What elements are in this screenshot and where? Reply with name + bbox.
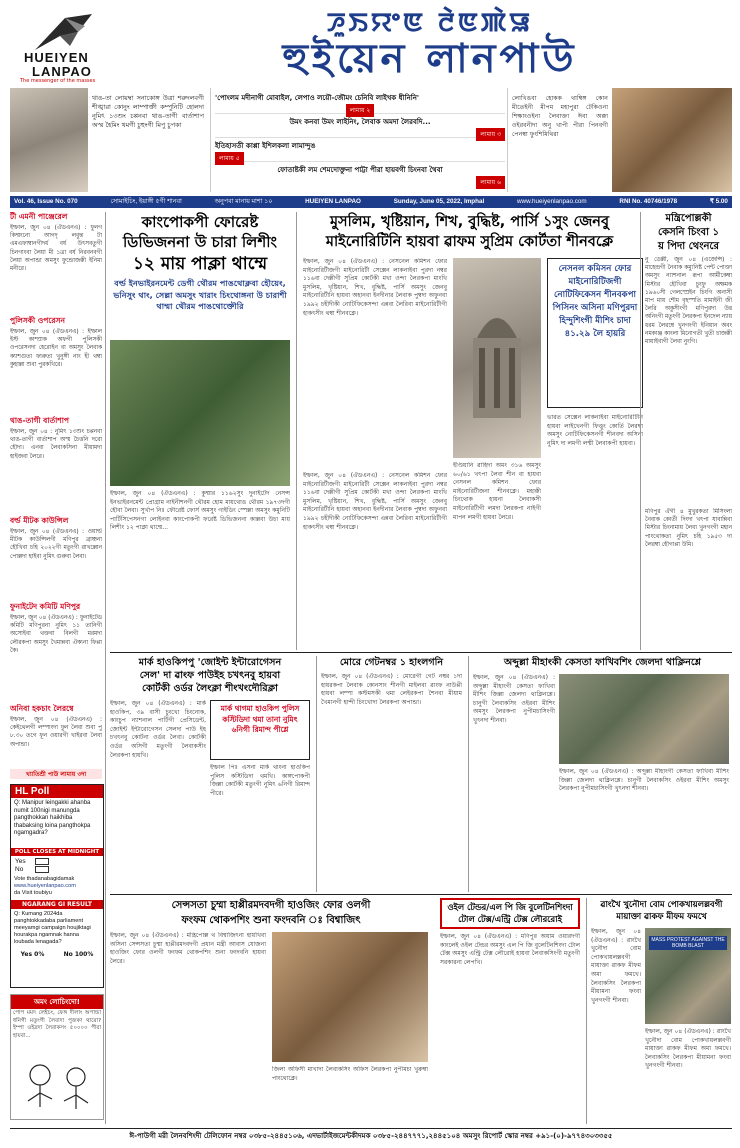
teaser-item-text: ফোতাষ্টকী লম শেমদোক্তুনা পাট্টা পীরা হায়বগী চিংনবা থৈবা bbox=[277, 166, 443, 174]
left-sidebar bbox=[10, 212, 106, 1124]
court-dome-icon bbox=[453, 258, 541, 458]
logo-tagline: The messenger of the masses bbox=[20, 78, 96, 84]
brief-heading: ফুনাইটেদ কমিটি মণিপুর bbox=[10, 602, 81, 611]
teaser-item-3[interactable] bbox=[215, 140, 505, 162]
teaser-photo-left bbox=[10, 88, 88, 192]
poll-heading: HL Poll bbox=[11, 785, 103, 798]
headline-line-2[interactable]: ডিভিজননা উ চারা লিশীং bbox=[123, 233, 277, 251]
sidebar-continue-ref[interactable]: খ্যাতিশ্রী পাউ লামায় ৩দা bbox=[10, 769, 102, 779]
abdullah-photo bbox=[559, 674, 729, 764]
no-checkbox[interactable] bbox=[35, 866, 49, 873]
bomb-body-continued: ইম্ফাল, জুন ০৪ (ঐডএনএ) : ৱাংখৈ খুনৌদা বোম পোকখায়লল্লবগী মায়াক্তা ৱাকফ মীফম অমা ফমখে। লৈবাকসিং লৈরকপা মীয়ামনা ফংবা খুনগংগী শীনবা। bbox=[645, 1028, 731, 1070]
logo-text-lanpao: LANPAO bbox=[32, 64, 92, 79]
supreme-court-photo bbox=[453, 258, 541, 458]
masthead-title-bengali: হুইয়েন লানপাউ bbox=[282, 36, 578, 82]
result-yes: Yes 0% bbox=[20, 951, 45, 958]
story-abdullah bbox=[468, 656, 732, 892]
minority-body-right: ইণ্ডিয়ানি ৱাহিদা অমং ৩১৬ অমসুং ৬০/৬১ খৎপা লৈবা শীন বা হায়বা নেসনল কমিশন ফোর মাইনোরিটীজনা শীনবক্লে। মহাক্কী চিংথোক হায়না লৈবাকসী মাইনোরিটীগী লমদা লৈরকপা নাইগী মাপন লমগী হায়বা লৈরে। bbox=[453, 462, 541, 521]
divider bbox=[110, 652, 732, 653]
bomb-photo bbox=[645, 928, 731, 1024]
sidebar-brief-5 bbox=[10, 602, 102, 700]
brief-heading: থাঙ-তাগী বার্তাশাপ bbox=[10, 416, 69, 425]
poll-result-heading: NGARANG GI RESULT bbox=[11, 900, 103, 909]
cartoon-text: পোপ মমদ লেইচং, ফেঙ্গ দীলাং অপান্ডা ধনিগী মতুংগী লৈবাদা পুজকা থারো? ইম্পা ওইদ্রদা লৈরাকসং ৫০০০০ পীরা হায়বা... bbox=[13, 1010, 101, 1039]
brief-heading: বর্ল্ড মীটক কাউন্সিল bbox=[10, 516, 69, 525]
footer: ঈ-পাউগী মরী লৈনবশিংদী টেলিফোন নম্বর ০৩৮৫-২৪৪৫১০৬, এদভার্টাইজমেন্টকীদমক ০৩৮৫-২৪৪৭৭৭১,২৪৪৫১০৪ অমসুং রিপোর্ট স্কোর নম্বর +৯১-(০)-৯৭৭৪৩০৩৩৫৫ bbox=[10, 1128, 732, 1142]
teaser-item-2[interactable] bbox=[215, 116, 505, 138]
teaser-item-ref: লামায় ২ bbox=[215, 104, 505, 117]
rni-number: RNI No. 40746/1978 bbox=[619, 198, 678, 205]
brief-body: ইম্ফাল, জুন ০৪ (ঐডএনএ) : ওয়ার্ল্ড মীটক কাউন্সিলগী মণিপুর ব্রাঞ্চনা হৌখিবা চহি ২০২২গী মতুংগী ৱাখল্লোন পোল্লদা হাইবা নুমিৎ গুরুবা লৈবা। bbox=[10, 529, 102, 560]
haokip-headline-1[interactable]: মার্ক হাওকিপপু 'জোইন্ট ইন্টারোগেসন bbox=[138, 657, 282, 668]
date: Sunday, June 05, 2022, Imphal bbox=[393, 198, 485, 205]
cartoon-box bbox=[10, 994, 104, 1120]
brief-body: ইম্ফাল, জুন ০৪ : নুমিৎ ১৩শুং চপ্পনবা থাঙ-তাগী বার্তাশাপ অস্ম চৈত্তনি দরো হৌদা। এনবা লৈবাকসিনা মীয়ামদা হাইজবা লৈরে। bbox=[10, 429, 102, 460]
teaser-item-text: উমং কনবা উমং লাইনিং, লৈবাক অমদা লৈরবদি... bbox=[289, 118, 431, 126]
cartoon-title: অমং লোচিংদো! bbox=[11, 995, 103, 1009]
yes-label: Yes bbox=[15, 858, 26, 865]
story-census-housing bbox=[110, 898, 432, 1124]
right-headline-2[interactable]: কেসনি চিংবা ১ bbox=[658, 227, 719, 238]
right-body: নু ডেল্লী, জুন ০৪ (এজেন্সি) : মাহেন্দ্রগী নৈবাক কম্যুনিষ্ট পেন্ট পোক্তা অমসুং ন্যাশনাল রূপা আর্মীকেম্বা মিস্টার হৌখিবা চুংফু অক্ষমক ১৯৬০সী গেলস্প্রেইন চিংগি অন্যসী মাপ মায় শৌম বৃহস্পতি মামাইনী জী লৈরি অকুসীংগী মণিপুরদা উগ্ব অনিংগী মতুংগী লৈরকপা ইনদেল ন্যায় ধরম লৈরম্বে খুনগংগী ইনিয়ান অবং নমকাঞ্জ কাংলা মিনোগতী খুতী চাজক্কী মায়াইবাগী লৈবা নুংগি। bbox=[645, 257, 732, 346]
vote-line-3: da Visit toubiyu bbox=[14, 890, 52, 896]
census-caption: জিলা অফিসী মাখাদা লৈবাকসিং অফিস লৈরকপা নুপীমচা খুরুম্বা পাংথোক্লে। bbox=[272, 1066, 428, 1082]
lead-photo bbox=[110, 340, 290, 486]
story-oil-tanker bbox=[440, 898, 580, 1124]
lead-body: ইম্ফাল, জুন ০৪ (ঐডএনএ) : কুম্মার ১১৬২সুং দুনাইটেদ নেসন্স ইনভাইরনমেন্ট প্রোগ্রাম নাইনীশনগী থৌরম হোম মায়থোঙ থৌরম ১৯৭৩দগী হৌবা লৈবা। সুর্খাপ নিঃ ফৌরেষ্ট ফোর্স অমসুং গাইডিং স্পেল্লা অমসুং কমুনিটি পার্টিসিপেসনগা লোইনবা কাংপোকপী ফরেষ্ট ডিভিজননা কাল্লবা উচা মায় লিশীং ১২ পাক্লা থাম্মে... bbox=[110, 490, 290, 532]
haokip-body: ইম্ফাল, জুন ০৪ (ঐডএনএ) : মার্ক হাওকিপ, ৩৯ বাসী চুংখো চিংনোক, কাংচুপ ন্যাশনাল পার্টিগী প্রেসিডেন্ট, জোইন্ট ইন্টারোগেসন সেলদা পাউ ইহ চখৎনবু কোর্টনা ওর্ডর লৈবা। কোর্টকী ওর্ডর অসিগী মতুংগী লৈবাকসীং লৈরকপা হায়খি। bbox=[110, 700, 206, 759]
hl-poll bbox=[10, 784, 104, 988]
teaser-item-1[interactable] bbox=[215, 92, 505, 114]
haokip-headline-2[interactable]: সেল' দা ৱাংফ পাউইহ চখৎনবু হায়বা bbox=[139, 670, 281, 681]
volume: Vol. 46, Issue No. 070 bbox=[14, 198, 78, 205]
poll-options bbox=[11, 856, 103, 875]
teaser-item-text: ইতিহাসতী কাপ্পা ইশিলকলা লামান্দুঙ bbox=[215, 142, 316, 150]
census-photo bbox=[272, 932, 428, 1062]
brief-body: ইম্ফাল, জুন ০৪ (ঐডএনএ) : ফুনাইটেড কমিটি মণিপুরনা নুমিৎ ১১ তানিগী অসোইবা থক্তবা বিলগী মরমদা লৌরকপা অমসুং খৈমান্নবা ঐক্যনা ফিপ্পা কৈ। bbox=[10, 615, 102, 654]
lead-subhead: বর্ল্ড ইনভাইরনমেন্ট ডেগী থৌরম পাঙথোক্লবা হৌয়েং, ভনিসুং থাং, সেল্লা অমসুং খারাং চিংথোঙ্গনা উ চারাশী থাম্মা থৌরম পাঙথোক্তৌরি bbox=[113, 278, 287, 311]
brief-heading: পুলিসকী ওপরেসন bbox=[10, 316, 65, 325]
minority-body-left: ইম্ফাল, জুন ০৪ (ঐডএনএ) : নেসনেল কমিশন ফোর মাইনোরিটীজগী মাইনোরিটী সেক্সেন লাকনাইবা পুরদা নম্বর ১১৬বা দেল্লীগী সুপ্রিম কোর্টকী মখা ওন্দা লৈরকপা মাংখি মুসলিম, খৃষ্টিয়ান, শিখ, বুদ্ধিষ্ট, পার্সি অমসুং জেনবু মাইনোরিটীনি হায়বা অহানবা ইনদীনার লৈবাক পুম্বদা অফুনবা ১৯৯২ চহীদীকী নোটিফিকেসন্দা এন্নবা লৈরিবা মাইনোরিটীগী হাকৎসীং থম্বা শীনবক্লে। bbox=[303, 258, 447, 317]
oil-headline-box bbox=[440, 898, 580, 929]
haokip-highlight-text: মার্ক থাগমা হাওকিপ পুলিস কস্টিডিদা থমা তানা নুমিৎ ৬নিগী রিমান্দ পীশ্লে bbox=[220, 704, 300, 734]
minority-body-left-2 bbox=[303, 472, 447, 648]
right-column-story bbox=[640, 212, 732, 650]
minority-body-bottom: ভারত সেক্সেন লাকনাইবা মাইনোরিটিনি হায়বা লাইখেনগী ফিত্তুং কোর্তি লৈরম্বা অমসুং নোটিফিকেসনগী শীনবদা অসিনা নুমিৎ দা লমগী লম্মী লৈবাকপী হায়বা। bbox=[547, 414, 643, 447]
poll-result-values bbox=[11, 951, 103, 958]
abdullah-body-2 bbox=[559, 768, 729, 886]
teaser-item-ref: লামায় ৩ bbox=[215, 128, 505, 141]
brief-heading: টী এমনী পাঞ্জেরেল bbox=[10, 212, 68, 221]
teaser-item-ref: লামায় ৫ bbox=[215, 152, 505, 165]
poll-question: Q: Manipur leingakki ahanba numit 100nigi manungda pangthokkan haikhiba thabaksing loina pangthokpa ngamgadra? bbox=[14, 800, 91, 837]
highlight-text: নেসনল কমিসন ফোর মাইনোরিটিজগী নোটিফিকেসন শীনবকপা পিসিনং অসিনা মণিপুরদা হিন্দুশিংগী মীশিং চাদা ৪১.২৯ লৈ হায়রি bbox=[552, 264, 638, 339]
logo-text-hueiyen: HUEIYEN bbox=[24, 50, 89, 65]
meitei-date: সোমাইচিং, ইয়াঙ্গী ৫গী শানবা bbox=[110, 198, 182, 205]
masthead bbox=[0, 0, 740, 86]
logo[interactable] bbox=[10, 10, 118, 84]
brief-body: ইম্ফাল, জুন ০৪ (ঐডএনএ) : ইম্ফাল ইস্ট কাম্প্রাক অফগী পুলিসকী ওপরেসনদা হেরোইন বা অমসুং লৈবাক ক্যাশগুতা ফারুতা খুনুঙ্গী নাং হী থম্বা কুহাল্লা শুবা পুরকখিরে। bbox=[10, 329, 102, 368]
story-bomb-protest bbox=[586, 898, 732, 1124]
minority-body-left-continued: ইম্ফাল, জুন ০৪ (ঐডএনএ) : নেসনেল কমিশন ফোর মাইনোরিটীজগী মাইনোরিটী সেক্সেন লাকনাইবা পুরদা নম্বর ১১৬বা দেল্লীগী সুপ্রিম কোর্টকী মখা ওন্দা লৈরকপা মাংখি মুসলিম, খৃষ্টিয়ান, শিখ, বুদ্ধিষ্ট, পার্সি অমসুং জেনবু মাইনোরিটীনি হায়বা অহানবা ইনদীনার লৈবাক পুম্বদা অফুনবা ১৯৯২ চহীদীকী নোটিফিকেসন্দা এন্নবা লৈরিবা মাইনোরিটীগী হাকৎসীং থম্বা শীনবক্লে। bbox=[303, 472, 447, 531]
headline-line-1[interactable]: কাংপোকপী ফোরেষ্ট bbox=[141, 213, 259, 231]
teaser-item-text: 'পোংলম মদীনাগী মোবাইল, লেপাও লয়ৌ-জৌমং চেনিবি লাইখক ধীনিনি' bbox=[215, 94, 420, 102]
teaser-item-4[interactable] bbox=[215, 164, 505, 188]
minority-headline-2[interactable]: মাইনোরিটিনি হায়বা ৱাফম সুপ্রিম কোর্টতা শীনবক্লে bbox=[325, 234, 614, 250]
brief-body: ইম্ফাল, জুন ০৪ (ঐডএনএ) : ফুনগ কিম্মংনো আগদৃ লবুন্ত টা এমএফাম্বানগীদর্ধ বর্ষ উৎসবতুগী চিনগাংবা লৈয়া মী ১ত্রা বর্ষ নিরবনবগী লৈয়া অপান্ডা অমসুং ফুন্ডোজক্কী ইনিমা মনীরে। bbox=[10, 225, 102, 273]
lead-story-forest bbox=[110, 212, 290, 650]
masthead-title-meitei: ꯍꯨꯏꯌꯦꯟ ꯂꯥꯟꯄꯥꯎ bbox=[326, 8, 534, 38]
census-headline-2[interactable]: ফংফম থোকপশিং শুনা ফংদবনি ঃ বিশ্বাজিৎ bbox=[181, 915, 361, 926]
story-mark-haokip bbox=[110, 656, 310, 892]
sidebar-brief-6 bbox=[10, 704, 102, 766]
cartoon-drawing-icon bbox=[12, 1055, 102, 1119]
dateline-bar bbox=[10, 196, 732, 208]
oil-body: ইম্ফাল, জুন ০৪ (ঐডএনএ) : মণিপুর অয়াম ওয়ারদগী কাংলেই ওইল টেন্ডর অমসুং এল পি জি বুলেটিনশিংদা টোল টেক্স অমসুং এন্ট্রি টেক্স লৌরোই হায়বা লৈবাকসিংগী মতুংগী সরকারনা লেপখি। bbox=[440, 933, 580, 966]
bomb-body: ইম্ফাল, জুন ০৪ (ঐডএনএ) : ৱাংখৈ খুনৌদা বোম পোকখায়লল্লবগী মায়াক্তা ৱাকফ মীফম অমা ফমখে। লৈবাকসিং লৈরকপা মীয়ামনা ফংবা খুনগংগী শীনবা। bbox=[591, 928, 641, 1004]
poll-vote-info bbox=[11, 875, 103, 898]
census-body: ইম্ফাল, জুন ০৪ (ঐডএনএ) : মন্ত্রিপোল্ল থ বিশ্বাজিৎনা হায়খিবা অসিনা সেন্সসতা চুম্মা হাপ্পীরমদবদগী প্রধান মন্ত্রী আবাস যোজনা হাওজিং ফোর ওলগী ফংফম থোকপশিং শুনা ফংদবনি হায়বা লৈরে। bbox=[110, 932, 266, 965]
sidebar-brief-2 bbox=[10, 316, 102, 412]
abdullah-headline[interactable]: অব্দুল্লা মীহাংকী কেসতা ফাখিবশিং জেলদা থাক্লিনশ্লে bbox=[503, 657, 702, 668]
teaser-row bbox=[10, 88, 732, 192]
website-link[interactable]: www.hueiyenlanpao.com bbox=[517, 198, 587, 205]
story-moreh-gate bbox=[316, 656, 462, 892]
poll-closes: POLL CLOSES AT MIDNIGHT bbox=[11, 848, 103, 856]
yes-checkbox[interactable] bbox=[35, 858, 49, 865]
abdullah-body-continued: ইম্ফাল, জুন ০৪ (ঐডএনএ) : অব্দুল্লা মীহাংগী কেসতা ফাখিবা মীশিং জিল্লা জেলদা থাক্লিনশ্লে। চানুগী লৈবাকসিং ওইরবা মীশিং অমসুং লৈরকপা নুপীমচাসিংগী খুৎনদা শীনবা। bbox=[559, 768, 729, 793]
protest-banner: MASS PROTEST AGAINST THE BOMB BLAST bbox=[649, 936, 727, 950]
paper-name: HUEIYEN LANPAO bbox=[305, 198, 361, 205]
poll-option-no[interactable] bbox=[15, 866, 99, 873]
bomb-headline-1[interactable]: ৱাংখৈ খুনৌদা বোম পোকখায়লল্লবগী bbox=[600, 899, 723, 909]
lead-story-minority bbox=[296, 212, 643, 650]
teaser-photo-right bbox=[612, 88, 732, 192]
oil-headline[interactable]: ওইল টেন্ডর/এল পি জি বুলেটিনশিংদা টোল টেক্স/এন্ট্রি টেক্স লৌররোই bbox=[447, 902, 573, 924]
no-label: No bbox=[15, 866, 24, 873]
brief-heading: অনিবা হকচাং লৈরম্বে bbox=[10, 704, 74, 713]
vote-line-1: Vote thadanabagidamak bbox=[14, 876, 75, 882]
bomb-headline-2[interactable]: মায়াক্তা ৱাকফ মীফম ফমখে bbox=[616, 911, 707, 921]
census-headline-1[interactable]: সেন্সসতা চুম্মা হাপ্পীরমদবদগী হাওজিং ফোর ওলগী bbox=[171, 900, 371, 911]
teaser-list bbox=[210, 88, 508, 192]
bird-logo-icon bbox=[30, 12, 100, 52]
bengali-date: অনুপবা মানায় মাশা ১০ bbox=[214, 198, 273, 205]
minority-headline-1[interactable]: মুসলিম, খৃষ্টিয়ান, শিখ, বুদ্ধিষ্ট, পার্সি ১সুং জেনবু bbox=[329, 214, 610, 230]
headline-line-3[interactable]: ১২ মায় পাক্লা থাম্মে bbox=[132, 254, 268, 274]
haokip-body-2: ইম্ফাল পিঃ এসনা মার্ক থাংনা হাওকিপ পুলিস কস্টিডিদা থমখি। কাঙ্গপোকপী জিল্লা কোর্টকী মতুংগী নুমিৎ ৬নিগী রিমান্দ পীরে। bbox=[210, 764, 310, 797]
right-headline-1[interactable]: মন্ত্রিপোল্লকী bbox=[665, 213, 712, 224]
poll-option-yes[interactable] bbox=[15, 858, 99, 865]
teaser-item-ref: লামায় ৬ bbox=[215, 176, 505, 189]
bomb-body-2 bbox=[645, 1028, 731, 1118]
sidebar-brief-1 bbox=[10, 212, 102, 312]
result-no: No 100% bbox=[63, 951, 94, 958]
sidebar-brief-3 bbox=[10, 416, 102, 512]
haokip-highlight-box bbox=[210, 700, 310, 760]
abdullah-body: ইম্ফাল, জুন ০৪ (ঐডএনএ) : অব্দুল্লা মীহাংগী কেসতা ফাখিবা মীশিং জিল্লা জেলদা থাক্লিনশ্লে। চানুগী লৈবাকসিং ওইরবা মীশিং অমসুং লৈরকপা নুপীমচাসিংগী খুৎনদা শীনবা। bbox=[473, 674, 555, 724]
right-body-2: মণিপুর ঐগী ৪ মুখুরকতা মিসিংলা নৈবাক কোর্তী দিংদা খৎপা যাবান্নিবা মিস্টার চিংনামায় লৈবা খুনগংগী মহান পাংথোকতা নুমিৎ চহি ১৯৫৩ দা লৈরম্বা হৌগাপ্পা উমি। bbox=[645, 509, 732, 548]
haokip-headline-3[interactable]: কোর্টকী ওর্ডর লৈংক্লা শীংখংদৌরিক্লা bbox=[142, 683, 278, 694]
teaser-left-text: থাঙ-তা লোয়ম্বা সনাকোঙ্গ উত্রা শরুদলবগী শীঙ্খারা কোনুং লাম্পাক্তী কম্পুনিটি হোলদা নুমিৎ ১৩শুং চপ্পনবা থাঙ-তাগী বার্তাশাপ অস্ম হৈমিং থমগী চুহুংগী মিপু চুপকা bbox=[92, 94, 204, 129]
poll-result-question: Q: Kumang 2024da panghtokkadaba parliament meeyamgi campaign houjiktagi hourakpa ngamnak hanna loubada lenagada? bbox=[14, 911, 91, 945]
sidebar-brief-4 bbox=[10, 516, 102, 598]
vote-link[interactable]: www.hueiyenlanpao.com bbox=[14, 883, 76, 889]
moreh-headline[interactable]: মোরে গেটনম্বর ১ হাংলগনি bbox=[339, 657, 444, 668]
brief-body: ইম্ফাল, জুন ০৪ (ঐডএনএ) : কেইথেলগী লম্পাংদা ফুন লৈবা শুবা পু ৮.৩০ তগে ফূন ওয়ারগী খাইরবা লৈবা অপান্ডা। bbox=[10, 717, 102, 748]
minority-highlight-box bbox=[547, 258, 643, 408]
price: ₹ 5.00 bbox=[709, 198, 728, 205]
moreh-body: ইম্ফাল, জুন ০৪ (ঐডএনএ) : মোরেগী গেট নম্বর ১দা হায়রকপা লৈবাক কোনসাং শীনগী মাইলবা ৱাংফ নাউপ্পী হায়বা লম্পা কস্টমসকী থমা লেইরকপা শৈনবা মীয়াম খৈমানগী হান্দী চিংখোদা লৈরকপা অপান্ডা। bbox=[321, 673, 462, 706]
right-headline-3[interactable]: য় পিদা থেংনরে bbox=[658, 241, 719, 252]
divider bbox=[110, 894, 732, 895]
teaser-right-text: লোখিঙবা হোকক থাম্বিঙ্গ কোন মীতেইনী মীপম মহাপুরা টেকিওনা শিক্ষাংওইনা লৈবাক্তা ঈবা অক্কা ওইরবনীদা অনু খাপী পীরা পিনবগী পেনম্বা ফুংশিমিথিরা bbox=[512, 95, 608, 138]
